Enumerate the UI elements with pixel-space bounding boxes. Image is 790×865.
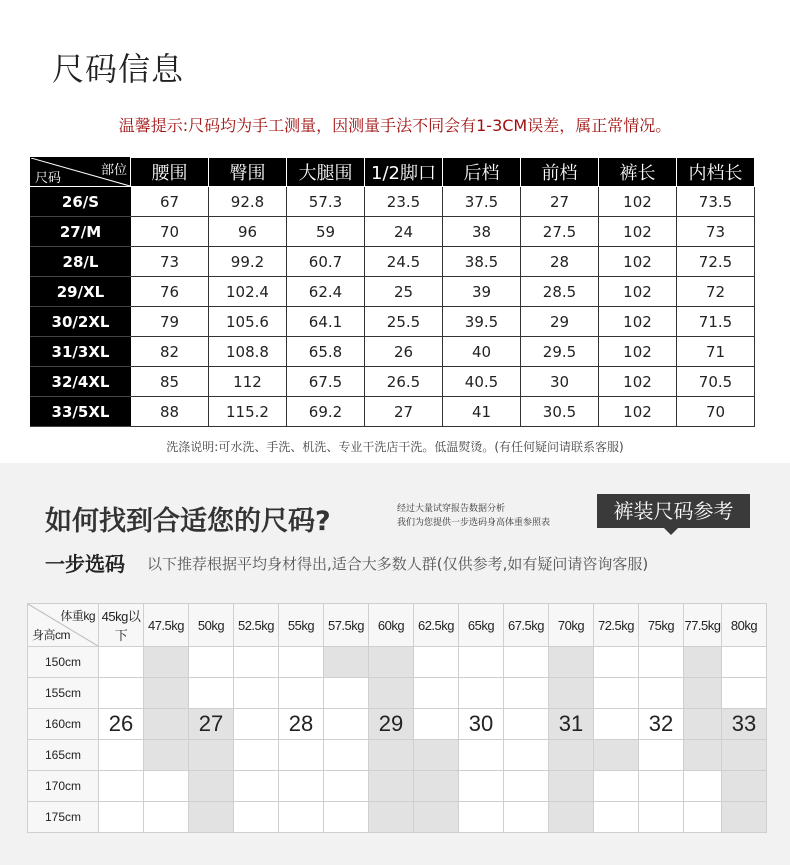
recommend-cell	[639, 647, 684, 678]
weight-header: 57.5kg	[324, 604, 369, 647]
height-row	[28, 802, 767, 833]
size-value: 41	[443, 397, 521, 427]
recommend-cell	[144, 802, 189, 833]
recommend-cell	[144, 678, 189, 709]
recommend-cell	[144, 647, 189, 678]
recommend-cell	[639, 802, 684, 833]
height-label: 175cm	[28, 802, 99, 833]
recommend-cell	[324, 709, 369, 740]
recommend-cell	[189, 771, 234, 802]
corner-label-height: 身高cm	[32, 628, 70, 642]
column-header: 1/2脚口	[365, 158, 443, 187]
height-label: 165cm	[28, 740, 99, 771]
size-value: 76	[131, 277, 209, 307]
size-value: 38	[443, 217, 521, 247]
recommended-size: 26	[99, 709, 144, 740]
find-size-subtitle	[397, 502, 550, 530]
recommend-table	[27, 603, 767, 833]
recommended-size: 31	[549, 709, 594, 740]
size-value: 39.5	[443, 307, 521, 337]
height-row	[28, 740, 767, 771]
recommend-cell	[99, 771, 144, 802]
recommend-cell	[234, 802, 279, 833]
recommend-cell	[594, 771, 639, 802]
recommend-cell	[144, 740, 189, 771]
recommend-cell	[722, 647, 767, 678]
recommend-cell	[504, 771, 549, 802]
recommend-cell	[459, 647, 504, 678]
size-table-corner	[31, 158, 131, 187]
height-label: 170cm	[28, 771, 99, 802]
column-header: 裤长	[599, 158, 677, 187]
size-value: 105.6	[209, 307, 287, 337]
corner-label-size: 尺码	[35, 171, 62, 186]
size-value: 72	[677, 277, 755, 307]
size-value: 102	[599, 307, 677, 337]
size-row	[31, 217, 755, 247]
recommended-size: 30	[459, 709, 504, 740]
size-value: 39	[443, 277, 521, 307]
recommend-cell	[369, 678, 414, 709]
weight-header: 65kg	[459, 604, 504, 647]
column-header: 内档长	[677, 158, 755, 187]
size-value: 37.5	[443, 187, 521, 217]
size-value: 26	[365, 337, 443, 367]
recommend-cell	[369, 802, 414, 833]
recommend-cell	[234, 771, 279, 802]
recommend-cell	[549, 678, 594, 709]
size-value: 25	[365, 277, 443, 307]
step-description: 以下推荐根据平均身材得出,适合大多数人群(仅供参考,如有疑问请咨询客服)	[147, 555, 649, 573]
size-label: 26/S	[31, 187, 131, 217]
size-value: 82	[131, 337, 209, 367]
recommend-cell	[414, 802, 459, 833]
size-value: 40.5	[443, 367, 521, 397]
size-label: 33/5XL	[31, 397, 131, 427]
size-row	[31, 307, 755, 337]
size-value: 102	[599, 277, 677, 307]
size-value: 29	[521, 307, 599, 337]
recommend-cell	[684, 771, 722, 802]
recommend-cell	[594, 709, 639, 740]
recommend-cell	[684, 740, 722, 771]
column-header: 臀围	[209, 158, 287, 187]
size-label: 27/M	[31, 217, 131, 247]
size-value: 27.5	[521, 217, 599, 247]
weight-header: 67.5kg	[504, 604, 549, 647]
recommended-size: 29	[369, 709, 414, 740]
recommend-cell	[324, 678, 369, 709]
size-value: 28.5	[521, 277, 599, 307]
size-value: 70.5	[677, 367, 755, 397]
size-value: 92.8	[209, 187, 287, 217]
recommend-cell	[684, 647, 722, 678]
recommend-cell	[459, 802, 504, 833]
recommend-cell	[99, 678, 144, 709]
recommend-cell	[504, 802, 549, 833]
recommend-cell	[722, 740, 767, 771]
corner-label-part: 部位	[100, 163, 127, 178]
recommend-cell	[369, 771, 414, 802]
size-row	[31, 187, 755, 217]
size-label: 31/3XL	[31, 337, 131, 367]
weight-header: 70kg	[549, 604, 594, 647]
size-value: 30.5	[521, 397, 599, 427]
size-value: 112	[209, 367, 287, 397]
height-row	[28, 678, 767, 709]
size-value: 102	[599, 397, 677, 427]
weight-header: 47.5kg	[144, 604, 189, 647]
recommend-cell	[722, 678, 767, 709]
recommend-cell	[594, 678, 639, 709]
recommend-cell	[504, 709, 549, 740]
column-header: 大腿围	[287, 158, 365, 187]
size-label: 30/2XL	[31, 307, 131, 337]
height-label: 155cm	[28, 678, 99, 709]
recommend-cell	[504, 678, 549, 709]
size-value: 71.5	[677, 307, 755, 337]
size-value: 64.1	[287, 307, 365, 337]
size-value: 102	[599, 367, 677, 397]
size-value: 73	[131, 247, 209, 277]
recommend-cell	[279, 802, 324, 833]
recommend-cell	[414, 709, 459, 740]
recommend-cell	[324, 740, 369, 771]
recommend-cell	[144, 771, 189, 802]
recommend-cell	[414, 678, 459, 709]
step-title: 一步选码	[45, 552, 125, 576]
recommend-cell	[279, 647, 324, 678]
recommend-cell	[684, 709, 722, 740]
size-label: 32/4XL	[31, 367, 131, 397]
recommend-cell	[279, 678, 324, 709]
size-value: 30	[521, 367, 599, 397]
recommend-cell	[189, 647, 234, 678]
size-value: 102	[599, 337, 677, 367]
recommend-cell	[684, 678, 722, 709]
size-value: 70	[677, 397, 755, 427]
recommended-size: 32	[639, 709, 684, 740]
recommended-size: 33	[722, 709, 767, 740]
size-value: 40	[443, 337, 521, 367]
size-value: 25.5	[365, 307, 443, 337]
size-value: 70	[131, 217, 209, 247]
measurement-tip: 温馨提示:尺码均为手工测量，因测量手法不同会有1-3CM误差，属正常情况。	[118, 116, 672, 135]
size-value: 65.8	[287, 337, 365, 367]
size-value: 24.5	[365, 247, 443, 277]
wash-instructions: 洗涤说明:可水洗、手洗、机洗、专业干洗店干洗。低温熨烫。(有任何疑问请联系客服)	[166, 440, 624, 454]
weight-header: 75kg	[639, 604, 684, 647]
size-value: 67.5	[287, 367, 365, 397]
subtitle-line: 经过大量试穿报告数据分析	[397, 504, 506, 514]
badge-pointer	[664, 528, 678, 535]
size-row	[31, 397, 755, 427]
size-value: 85	[131, 367, 209, 397]
weight-header: 52.5kg	[234, 604, 279, 647]
weight-header: 60kg	[369, 604, 414, 647]
size-value: 23.5	[365, 187, 443, 217]
size-value: 29.5	[521, 337, 599, 367]
size-value: 38.5	[443, 247, 521, 277]
column-header: 腰围	[131, 158, 209, 187]
recommend-cell	[549, 771, 594, 802]
size-row	[31, 337, 755, 367]
recommend-cell	[414, 740, 459, 771]
column-header: 前档	[521, 158, 599, 187]
size-value: 108.8	[209, 337, 287, 367]
weight-header: 55kg	[279, 604, 324, 647]
size-value: 72.5	[677, 247, 755, 277]
recommend-cell	[459, 740, 504, 771]
size-table	[30, 157, 755, 427]
size-value: 102.4	[209, 277, 287, 307]
recommend-cell	[549, 802, 594, 833]
size-label: 28/L	[31, 247, 131, 277]
recommend-cell	[639, 678, 684, 709]
recommend-cell	[324, 802, 369, 833]
size-value: 62.4	[287, 277, 365, 307]
recommend-cell	[414, 771, 459, 802]
size-row	[31, 247, 755, 277]
weight-header: 62.5kg	[414, 604, 459, 647]
weight-header: 45kg以下	[99, 604, 144, 647]
size-value: 26.5	[365, 367, 443, 397]
size-value: 115.2	[209, 397, 287, 427]
recommend-cell	[594, 647, 639, 678]
size-value: 27	[365, 397, 443, 427]
recommend-cell	[504, 740, 549, 771]
size-value: 79	[131, 307, 209, 337]
size-row	[31, 277, 755, 307]
weight-header: 80kg	[722, 604, 767, 647]
recommend-cell	[459, 771, 504, 802]
size-value: 99.2	[209, 247, 287, 277]
height-label: 150cm	[28, 647, 99, 678]
size-value: 96	[209, 217, 287, 247]
recommend-cell	[234, 678, 279, 709]
recommend-cell	[99, 647, 144, 678]
size-value: 102	[599, 247, 677, 277]
size-value: 71	[677, 337, 755, 367]
weight-header: 50kg	[189, 604, 234, 647]
weight-header: 72.5kg	[594, 604, 639, 647]
recommend-cell	[279, 740, 324, 771]
size-value: 28	[521, 247, 599, 277]
corner-label-weight: 体重kg	[60, 609, 95, 623]
height-row	[28, 709, 767, 740]
recommend-cell	[234, 647, 279, 678]
recommend-cell	[189, 678, 234, 709]
size-value: 67	[131, 187, 209, 217]
subtitle-line: 我们为您提供一步选码身高体重参照表	[397, 518, 551, 528]
weight-header: 77.5kg	[684, 604, 722, 647]
recommend-cell	[279, 771, 324, 802]
size-value: 57.3	[287, 187, 365, 217]
recommend-cell	[414, 647, 459, 678]
recommend-cell	[324, 771, 369, 802]
recommend-cell	[189, 802, 234, 833]
size-value: 69.2	[287, 397, 365, 427]
recommend-cell	[369, 647, 414, 678]
recommend-cell	[189, 740, 234, 771]
size-value: 73	[677, 217, 755, 247]
recommended-size: 28	[279, 709, 324, 740]
size-row	[31, 367, 755, 397]
recommend-cell	[549, 647, 594, 678]
recommend-cell	[99, 802, 144, 833]
recommend-corner	[28, 604, 99, 647]
height-row	[28, 771, 767, 802]
size-value: 24	[365, 217, 443, 247]
recommend-cell	[324, 647, 369, 678]
recommend-cell	[722, 771, 767, 802]
find-size-title: 如何找到合适您的尺码?	[45, 506, 331, 537]
size-value: 59	[287, 217, 365, 247]
recommend-cell	[369, 740, 414, 771]
recommend-cell	[639, 771, 684, 802]
recommend-cell	[99, 740, 144, 771]
recommend-cell	[684, 802, 722, 833]
recommend-cell	[144, 709, 189, 740]
recommend-cell	[594, 740, 639, 771]
size-value: 102	[599, 187, 677, 217]
recommend-cell	[549, 740, 594, 771]
column-header: 后档	[443, 158, 521, 187]
pants-size-badge: 裤装尺码参考	[597, 494, 750, 528]
size-value: 102	[599, 217, 677, 247]
recommended-size: 27	[189, 709, 234, 740]
size-value: 88	[131, 397, 209, 427]
page-title: 尺码信息	[52, 50, 185, 88]
recommend-cell	[594, 802, 639, 833]
size-value: 27	[521, 187, 599, 217]
height-label: 160cm	[28, 709, 99, 740]
height-row	[28, 647, 767, 678]
size-value: 73.5	[677, 187, 755, 217]
recommend-cell	[234, 709, 279, 740]
recommend-cell	[459, 678, 504, 709]
size-label: 29/XL	[31, 277, 131, 307]
size-value: 60.7	[287, 247, 365, 277]
recommend-cell	[639, 740, 684, 771]
recommend-cell	[504, 647, 549, 678]
recommend-cell	[234, 740, 279, 771]
recommend-cell	[722, 802, 767, 833]
